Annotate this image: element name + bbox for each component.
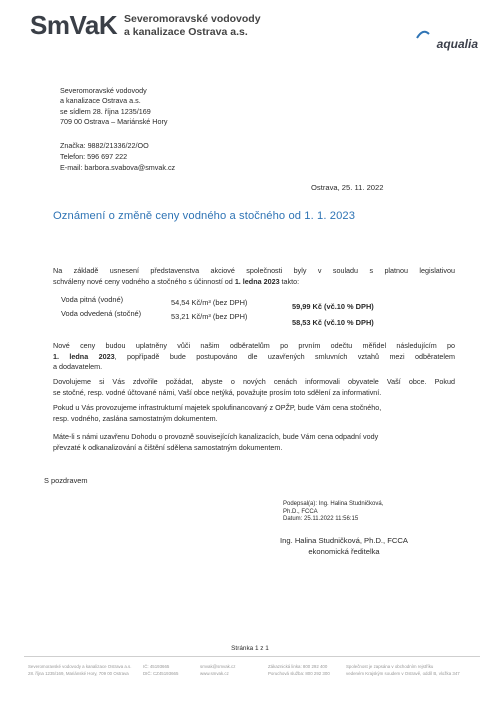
- price-base-drinking: 54,54 Kč/m³ (bez DPH): [171, 298, 248, 307]
- company-name: [124, 13, 261, 39]
- paragraph-opzp: Pokud u Vás provozujeme infrastrukturní majetek spolufinancovaný z OPŽP, bude Vám cena stočného, resp. vodného, zaslána samostatným dokumentem.: [53, 403, 382, 423]
- effective-date: 1. ledna 2023: [234, 276, 280, 286]
- footer-ids: IČ: 45193665 DIČ: CZ45193665: [143, 664, 179, 676]
- page-number: Stránka 1 z 1: [231, 645, 269, 652]
- intro-line-2: schváleny nové ceny vodného a stočného s účinností od 1. ledna 2023 takto:: [53, 276, 300, 286]
- reference-number: Značka: 9882/21336/22/OO: [60, 141, 149, 150]
- digital-signature-stamp: Podepsal(a): Ing. Halina Studničková, Ph.D., FCCA Datum: 25.11.2022 11:56:15: [283, 501, 384, 522]
- letter-date: Ostrava, 25. 11. 2022: [311, 183, 384, 192]
- price-row-drinking-water: [61, 295, 441, 311]
- price-row-waste-water: [61, 309, 441, 327]
- paragraph-application: Nové ceny budou uplatněny vůči našim odběratelům po prvním odečtu měřidel následujícím po 1. ledna 2023, popřípadě bude postupováno dle uzavřených smluvních vztahů mezi odběratelem a dodavatelem.: [53, 341, 456, 371]
- footer-company: Severomoravské vodovody a kanalizace Ostrava a.s. 28. října 1235/169, Mariánské Hory, 709 00 Ostrava: [28, 664, 132, 676]
- footer-divider: [24, 656, 480, 657]
- signatory-role: ekonomická ředitelka: [308, 547, 380, 556]
- intro-paragraph: [53, 266, 455, 287]
- price-label: Voda odvedená (stočné): [61, 309, 142, 318]
- footer-registry: Společnost je zapsána v obchodním rejstříku vedeném Krajským soudem v Ostravě, oddíl B, vložka 347: [346, 664, 460, 676]
- email: E-mail: barbora.svabova@smvak.cz: [60, 163, 176, 172]
- price-with-vat: 59,99 Kč (vč.10 % DPH): [292, 302, 374, 311]
- aqualia-logo: aqualia: [436, 37, 478, 51]
- sender-line: se sídlem 28. října 1235/169: [60, 106, 151, 116]
- footer-contacts: smvak@smvak.cz www.smvak.cz: [200, 664, 236, 676]
- price-label: Voda pitná (vodné): [61, 295, 124, 304]
- reference-block: [60, 140, 175, 173]
- greeting: S pozdravem: [44, 476, 88, 485]
- signatory: [278, 535, 410, 557]
- smvak-logo: SmVaK: [30, 10, 118, 40]
- sender-line: 709 00 Ostrava – Mariánské Hory: [60, 117, 168, 127]
- sender-line: Severomoravské vodovody: [60, 86, 147, 95]
- aqualia-mark-icon: [416, 30, 430, 40]
- price-with-vat: 58,53 Kč (vč.10 % DPH): [292, 318, 374, 327]
- sender-address: [60, 86, 167, 128]
- sender-line: a kanalizace Ostrava a.s.: [60, 96, 141, 106]
- paragraph-agreement: Máte-li s námi uzavřenu Dohodu o provozně souvisejících kanalizacích, bude Vám cena odpadní vody převzaté k odkanalizování a čištění sdělena samostatným dokumentem.: [53, 432, 379, 452]
- company-line-2: a kanalizace Ostrava a.s.: [124, 26, 248, 38]
- letter-title: Oznámení o změně ceny vodného a stočného od 1. 1. 2023: [53, 210, 356, 222]
- price-base-waste: 53,21 Kč/m³ (bez DPH): [171, 312, 248, 321]
- signatory-name: Ing. Halina Studničková, Ph.D., FCCA: [280, 536, 408, 545]
- phone: Telefon: 596 697 222: [60, 152, 128, 161]
- footer-phones: Zákaznická linka: 800 292 400 Poruchová služba: 800 292 300: [268, 664, 330, 676]
- intro-line-1: Na základě usnesení představenstva akciové společnosti byly v souladu s platnou legislativou: [53, 266, 455, 275]
- company-line-1: Severomoravské vodovody: [124, 13, 261, 25]
- paragraph-request: Dovolujeme si Vás zdvořile požádat, abyste o nových cenách informovali obyvatele Vaší obce. Pokud se stočné, resp. vodné účtované námi, Vaší obce netýká, považujte prosím toto sdělení za informativní.: [53, 377, 455, 397]
